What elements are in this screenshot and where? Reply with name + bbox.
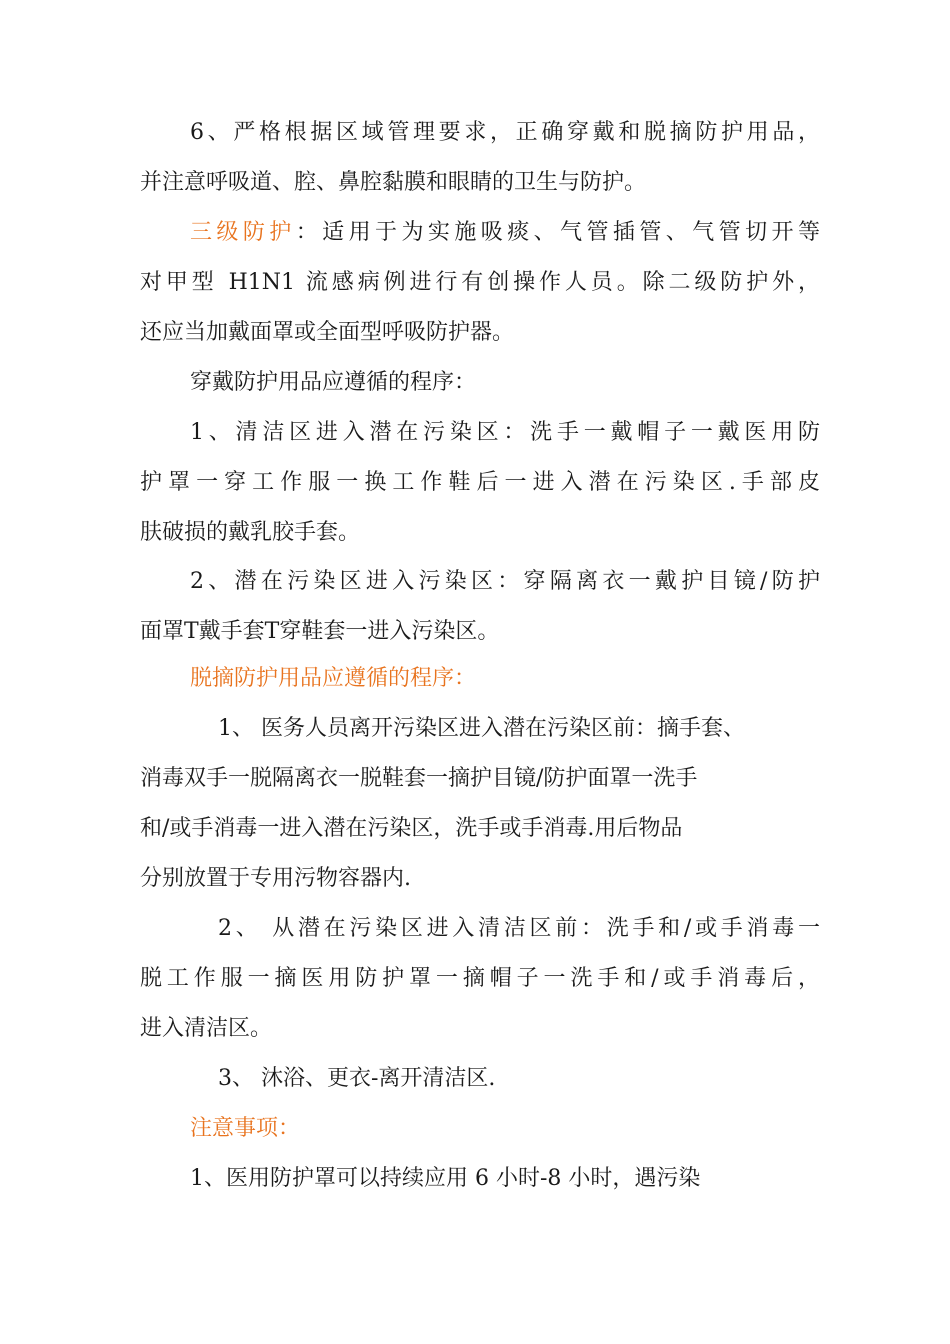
paragraph-2-line-2: 对甲型 H1N1 流感病例进行有创操作人员。除二级防护外， <box>140 270 820 295</box>
paragraph-2-line-1 <box>190 218 820 248</box>
donning-procedure-title: 穿戴防护用品应遵循的程序： <box>190 370 477 395</box>
paragraph-8-line-1: 2、 从潜在污染区进入清洁区前：洗手和/或手消毒一 <box>218 916 820 941</box>
paragraph-1-line-2: 并注意呼吸道、腔、鼻腔黏膜和眼睛的卫生与防护。 <box>140 170 647 195</box>
paragraph-2-line-3: 还应当加戴面罩或全面型呼吸防护器。 <box>140 320 515 345</box>
paragraph-4-line-2: 护罩一穿工作服一换工作鞋后一进入潜在污染区.手部皮 <box>140 470 820 495</box>
doffing-procedure-heading: 脱摘防护用品应遵循的程序： <box>190 666 477 691</box>
paragraph-7-line-2: 消毒双手一脱隔离衣一脱鞋套一摘护目镜/防护面罩一洗手 <box>140 766 698 791</box>
paragraph-5-line-2: 面罩T戴手套T穿鞋套一进入污染区。 <box>140 619 500 644</box>
paragraph-7-line-1: 1、 医务人员离开污染区进入潜在污染区前：摘手套、 <box>218 716 745 741</box>
paragraph-8-line-3: 进入清洁区。 <box>140 1016 273 1041</box>
paragraph-4-line-1: 1、清洁区进入潜在污染区：洗手一戴帽子一戴医用防 <box>190 420 820 445</box>
paragraph-11: 1、医用防护罩可以持续应用 6 小时-8 小时，遇污染 <box>190 1166 701 1191</box>
notes-heading: 注意事项： <box>190 1116 301 1141</box>
paragraph-7-line-4: 分别放置于专用污物容器内. <box>140 866 411 891</box>
paragraph-4-line-3: 肤破损的戴乳胶手套。 <box>140 520 361 545</box>
paragraph-8-line-2: 脱工作服一摘医用防护罩一摘帽子一洗手和/或手消毒后， <box>140 966 820 991</box>
paragraph-1-line-1: 6、严格根据区域管理要求，正确穿戴和脱摘防护用品， <box>190 120 820 145</box>
paragraph-2-line-1-rest: ：适用于为实施吸痰、气管插管、气管切开等 <box>295 220 820 245</box>
paragraph-7-line-3: 和/或手消毒一进入潜在污染区，洗手或手消毒.用后物品 <box>140 816 683 841</box>
paragraph-5-line-1: 2、潜在污染区进入污染区：穿隔离衣一戴护目镜/防护 <box>190 569 820 594</box>
paragraph-9: 3、 沐浴、更衣-离开清洁区. <box>218 1066 496 1091</box>
level-3-protection-heading: 三级防护 <box>190 220 296 245</box>
